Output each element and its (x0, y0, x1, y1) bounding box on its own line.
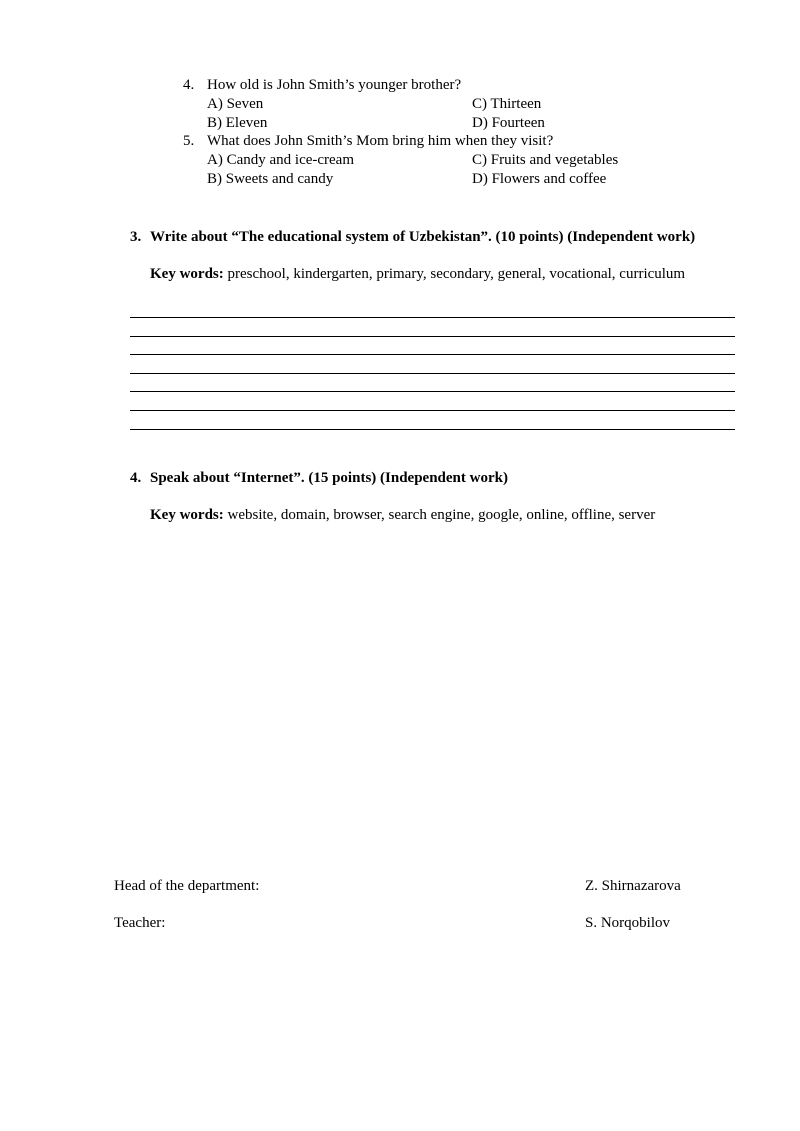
signature-role-head: Head of the department: (114, 878, 260, 894)
answer-line[interactable] (130, 429, 735, 430)
task-number: 3. (130, 229, 142, 245)
answer-line[interactable] (130, 410, 735, 411)
task-4-title (130, 468, 508, 488)
option-d: D) Flowers and coffee (472, 171, 607, 187)
task-title-text: Write about “The educational system of Uzbekistan”. (10 points) (Independent work) (150, 229, 696, 245)
signature-name-teacher: S. Norqobilov (585, 915, 671, 931)
answer-line[interactable] (130, 336, 735, 337)
task-3-title (130, 227, 695, 247)
question-text: How old is John Smith’s younger brother? (207, 77, 462, 93)
keywords-list: preschool, kindergarten, primary, secondary, general, vocational, curriculum (227, 266, 686, 282)
signature-role-teacher: Teacher: (114, 915, 166, 931)
option-a: A) Candy and ice-cream (207, 152, 355, 168)
keywords-label: Key words: (150, 266, 224, 282)
answer-line[interactable] (130, 391, 735, 392)
task-4-keywords (150, 505, 655, 525)
option-a: A) Seven (207, 96, 264, 112)
task-number: 4. (130, 470, 142, 486)
keywords-list: website, domain, browser, search engine, google, online, offline, server (227, 507, 656, 523)
task-title-text: Speak about “Internet”. (15 points) (Independent work) (150, 470, 508, 486)
option-d: D) Fourteen (472, 115, 545, 131)
answer-line[interactable] (130, 354, 735, 355)
option-c: C) Fruits and vegetables (472, 152, 619, 168)
signature-name-head: Z. Shirnazarova (585, 878, 681, 894)
option-b: B) Sweets and candy (207, 171, 334, 187)
option-b: B) Eleven (207, 115, 268, 131)
question-number: 4. (183, 77, 195, 93)
option-c: C) Thirteen (472, 96, 542, 112)
answer-line[interactable] (130, 317, 735, 318)
question-number: 5. (183, 133, 195, 149)
task-3-keywords (150, 264, 685, 284)
question-text: What does John Smith’s Mom bring him when they visit? (207, 133, 554, 149)
keywords-label: Key words: (150, 507, 224, 523)
answer-line[interactable] (130, 373, 735, 374)
